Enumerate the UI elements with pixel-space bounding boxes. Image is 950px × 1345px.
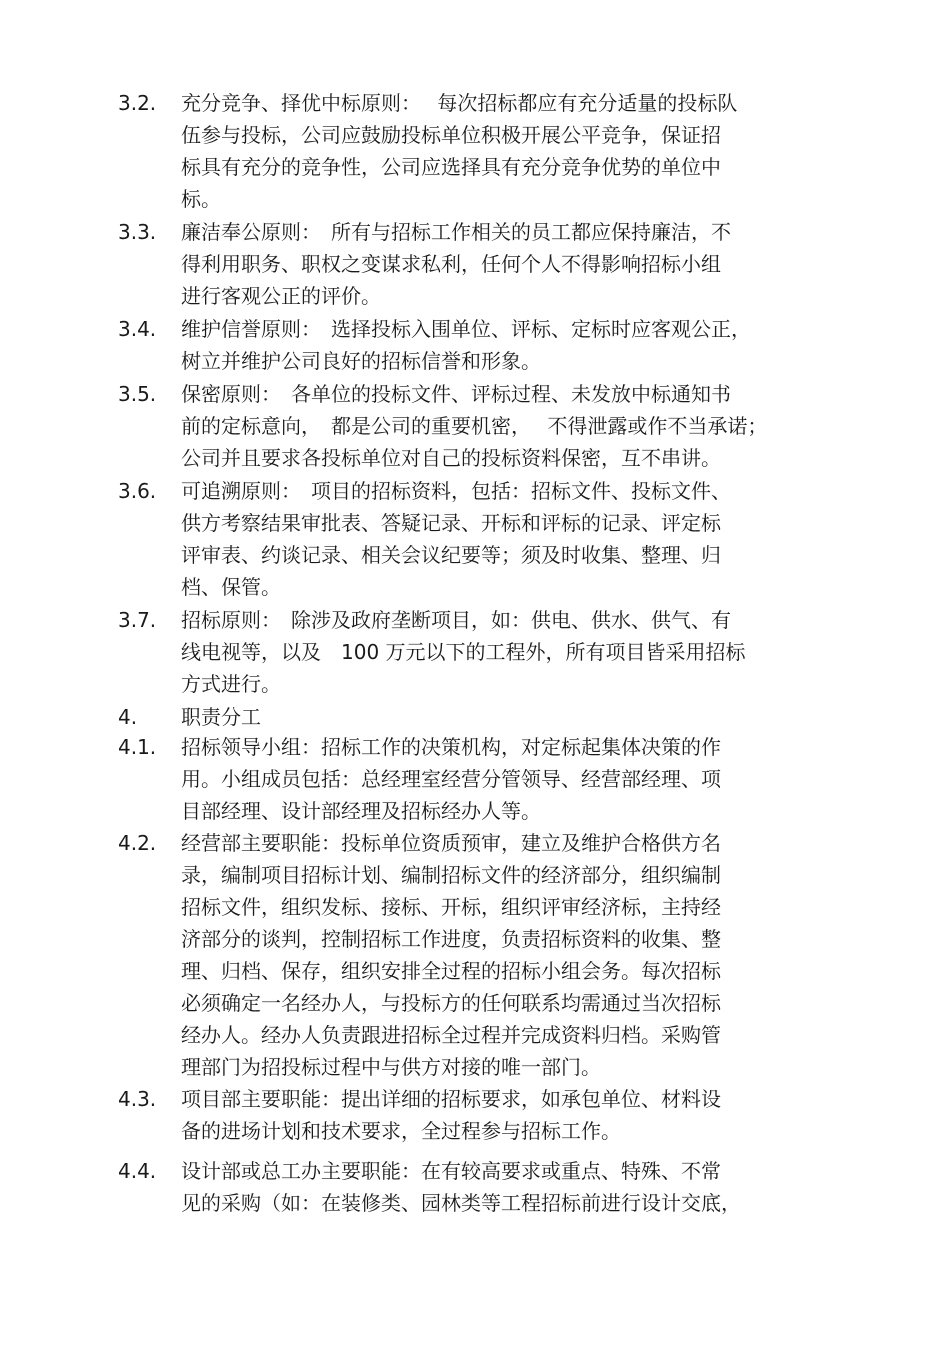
section-text-continued: 标。 <box>181 187 221 211</box>
section-text: 维护信誉原则： 选择投标入围单位、评标、定标时应客观公正， <box>181 317 751 341</box>
section-text: 可追溯原则： 项目的招标资料，包括：招标文件、投标文件、 <box>181 479 731 503</box>
section-text-continued: 得利用职务、职权之变谋求私利，任何个人不得影响招标小组 <box>181 252 721 276</box>
document-line <box>0 507 950 539</box>
section-number: 3.2. <box>118 91 157 115</box>
section-text: 设计部或总工办主要职能：在有较高要求或重点、特殊、不常 <box>181 1159 721 1183</box>
document-line <box>0 1115 950 1147</box>
document-line <box>0 668 950 700</box>
section-text-continued: 理、归档、保存，组织安排全过程的招标小组会务。每次招标 <box>181 959 721 983</box>
section-number: 4.3. <box>118 1087 157 1111</box>
section-text-continued: 伍参与投标，公司应鼓励投标单位积极开展公平竞争，保证招 <box>181 123 721 147</box>
section-text-continued: 树立并维护公司良好的招标信誉和形象。 <box>181 349 541 373</box>
section-text-continued: 公司并且要求各投标单位对自己的投标资料保密，互不串讲。 <box>181 446 721 470</box>
document-line <box>0 1187 950 1219</box>
section-text-continued: 见的采购（如：在装修类、园林类等工程招标前进行设计交底， <box>181 1191 741 1215</box>
document-line <box>0 378 950 410</box>
section-text-continued: 档、保管。 <box>181 575 281 599</box>
document-line <box>0 1019 950 1051</box>
section-number: 3.3. <box>118 220 157 244</box>
document-line <box>0 891 950 923</box>
section-text: 保密原则： 各单位的投标文件、评标过程、未发放中标通知书 <box>181 382 731 406</box>
section-text-continued: 目部经理、设计部经理及招标经办人等。 <box>181 799 541 823</box>
section-number: 3.5. <box>118 382 157 406</box>
document-line <box>0 827 950 859</box>
document-line <box>0 183 950 215</box>
document-line <box>0 859 950 891</box>
section-number: 4.1. <box>118 735 157 759</box>
document-line <box>0 923 950 955</box>
section-number: 4. <box>118 705 138 729</box>
document-line <box>0 151 950 183</box>
document-line <box>0 987 950 1019</box>
section-text-continued: 评审表、约谈记录、相关会议纪要等；须及时收集、整理、归 <box>181 543 721 567</box>
section-number: 3.4. <box>118 317 157 341</box>
section-text-continued: 标具有充分的竞争性，公司应选择具有充分竞争优势的单位中 <box>181 155 721 179</box>
section-text-continued: 用。小组成员包括：总经理室经营分管领导、经营部经理、项 <box>181 767 721 791</box>
section-number: 4.4. <box>118 1159 157 1183</box>
document-line <box>0 119 950 151</box>
section-number: 3.7. <box>118 608 157 632</box>
document-line <box>0 280 950 312</box>
section-text-continued: 方式进行。 <box>181 672 281 696</box>
section-text-continued: 录，编制项目招标计划、编制招标文件的经济部分，组织编制 <box>181 863 721 887</box>
document-line <box>0 539 950 571</box>
document-line <box>0 763 950 795</box>
section-text-continued: 供方考察结果审批表、答疑记录、开标和评标的记录、评定标 <box>181 511 721 535</box>
document-line <box>0 795 950 827</box>
document-line <box>0 731 950 763</box>
section-text-continued: 前的定标意向， 都是公司的重要机密， 不得泄露或作不当承诺； <box>181 414 768 438</box>
document-line <box>0 248 950 280</box>
document-line <box>0 604 950 636</box>
section-number: 4.2. <box>118 831 157 855</box>
document-line <box>0 1083 950 1115</box>
section-text: 招标领导小组：招标工作的决策机构，对定标起集体决策的作 <box>181 735 721 759</box>
document-line <box>0 313 950 345</box>
section-text: 项目部主要职能：提出详细的招标要求，如承包单位、材料设 <box>181 1087 721 1111</box>
section-text: 充分竞争、择优中标原则： 每次招标都应有充分适量的投标队 <box>181 91 738 115</box>
document-line <box>0 410 950 442</box>
document-line <box>0 1051 950 1083</box>
section-text-continued: 备的进场计划和技术要求，全过程参与招标工作。 <box>181 1119 621 1143</box>
document-line <box>0 345 950 377</box>
section-text: 招标原则： 除涉及政府垄断项目，如：供电、供水、供气、有 <box>181 608 731 632</box>
document-line <box>0 571 950 603</box>
document-line <box>0 636 950 668</box>
document-line <box>0 87 950 119</box>
document-line <box>0 442 950 474</box>
section-number: 3.6. <box>118 479 157 503</box>
section-text-continued: 必须确定一名经办人，与投标方的任何联系均需通过当次招标 <box>181 991 721 1015</box>
document-line <box>0 1155 950 1187</box>
document-line <box>0 475 950 507</box>
document-line <box>0 701 950 733</box>
section-text-continued: 进行客观公正的评价。 <box>181 284 381 308</box>
section-text: 经营部主要职能：投标单位资质预审，建立及维护合格供方名 <box>181 831 721 855</box>
section-text-continued: 经办人。经办人负责跟进招标全过程并完成资料归档。采购管 <box>181 1023 721 1047</box>
section-text-continued: 济部分的谈判，控制招标工作进度，负责招标资料的收集、整 <box>181 927 721 951</box>
section-text-continued: 线电视等，以及 100 万元以下的工程外，所有项目皆采用招标 <box>181 640 746 664</box>
document-line <box>0 216 950 248</box>
document-line <box>0 955 950 987</box>
section-text-continued: 理部门为招投标过程中与供方对接的唯一部门。 <box>181 1055 601 1079</box>
section-text: 职责分工 <box>181 705 261 729</box>
section-text: 廉洁奉公原则： 所有与招标工作相关的员工都应保持廉洁，不 <box>181 220 731 244</box>
section-text-continued: 招标文件，组织发标、接标、开标，组织评审经济标，主持经 <box>181 895 721 919</box>
